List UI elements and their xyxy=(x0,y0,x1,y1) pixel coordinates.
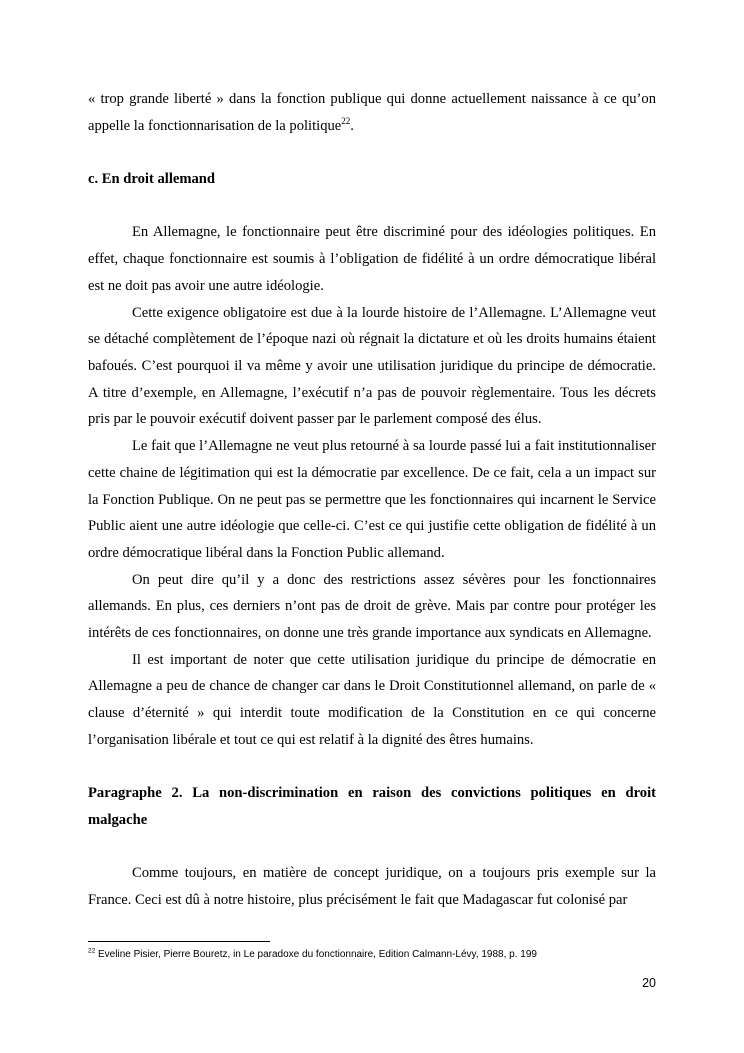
paragraph-continuation xyxy=(88,86,656,139)
section-heading-paragraphe-2: Paragraphe 2. La non-discrimination en raison des convictions politiques en droit malgache xyxy=(88,785,656,828)
footnote xyxy=(88,948,668,962)
paragraph: On peut dire qu’il y a donc des restrictions assez sévères pour les fonctionnaires allemands. En plus, ces derniers n’ont pas de droit de grève. Mais par contre pour protéger les intérêts de ces fonctionnaires, on donne une très grande importance aux syndicats en Allemagne. xyxy=(88,571,656,642)
paragraph: En Allemagne, le fonctionnaire peut être discriminé pour des idéologies politiques. En effet, chaque fonctionnaire est soumis à l’obligation de fidélité à un ordre démocratique libéral est ne doit pas avoir une autre idéologie. xyxy=(88,224,656,294)
footnote-separator xyxy=(88,941,270,942)
paragraph-text: « trop grande liberté » dans la fonction publique qui donne actuellement naissance à ce qu’on appelle la fonctionnarisation de la politique xyxy=(88,91,656,134)
paragraph: Il est important de noter que cette utilisation juridique du principe de démocratie en Allemagne a peu de chance de changer car dans le Droit Constitutionnel allemand, on parle de « clause d’éternité » qui interdit toute modification de la Constitution en ce qui concerne l’organisation libérale et tout ce qui est relatif à la dignité des êtres humains. xyxy=(88,651,656,748)
paragraph: Comme toujours, en matière de concept juridique, on a toujours pris exemple sur la France. Ceci est dû à notre histoire, plus précisément le fait que Madagascar fut colonisé par xyxy=(88,865,656,909)
paragraph-end: . xyxy=(350,117,354,134)
footnote-text: Eveline Pisier, Pierre Bouretz, in Le paradoxe du fonctionnaire, Edition Calmann-Lévy, 1988, p. 199 xyxy=(95,949,537,960)
section-heading-droit-allemand: c. En droit allemand xyxy=(88,171,216,188)
paragraph: Cette exigence obligatoire est due à la lourde histoire de l’Allemagne. L’Allemagne veut se détaché complètement de l’époque nazi où régnait la dictature et où les droits humains étaient bafoués. C’est pourquoi il va même y avoir une utilisation juridique du principe de démocratie. A titre d’exemple, en Allemagne, l’exécutif n’a pas de pouvoir règlementaire. Tous les décrets pris par le pouvoir exécutif doivent passer par le parlement composé des élus. xyxy=(88,304,656,428)
footnote-number: 22 xyxy=(88,947,96,955)
footnote-reference[interactable]: 22 xyxy=(341,115,351,126)
page-body xyxy=(88,86,656,914)
paragraph: Le fait que l’Allemagne ne veut plus retourné à sa lourde passé lui a fait institutionnaliser cette chaine de légitimation qui est la démocratie par excellence. De ce fait, cela a un impact sur la Fonction Publique. On ne peut pas se permettre que les fonctionnaires qui incarnent le Service Public aient une autre idéologie que celle-ci. C’est ce qui justifie cette obligation de fidélité à un ordre démocratique libéral dans la Fonction Public allemand. xyxy=(88,438,656,561)
page-number: 20 xyxy=(642,976,656,990)
